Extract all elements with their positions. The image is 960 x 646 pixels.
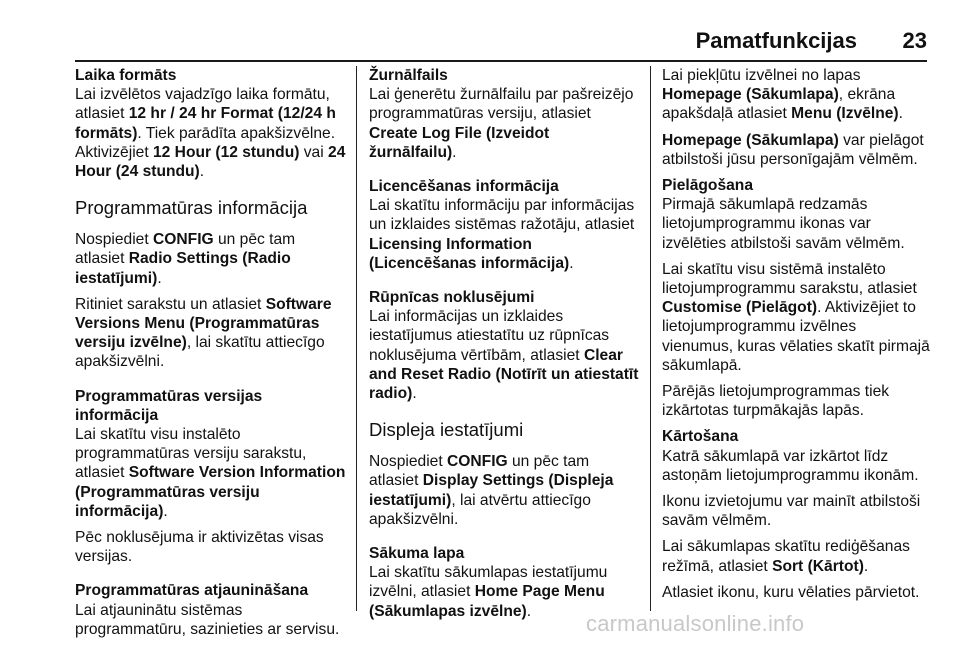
paragraph: Pirmajā sākumlapā redzamās lietojumprogrammu ikonas var izvēlēties atbilstoši savām vēlmēm. [662, 196, 905, 252]
paragraph: Nospiediet CONFIG un pēc tam atlasiet Radio Settings (Radio iestatījumi). [75, 231, 296, 287]
subheading-software-update: Programmatūras atjaunināšana [75, 582, 309, 600]
page-header [75, 22, 927, 62]
paragraph: Atlasiet ikonu, kuru vēlaties pārvietot. [662, 583, 920, 601]
heading-display-settings: Displeja iestatījumi [369, 419, 524, 441]
paragraph: Nospiediet CONFIG un pēc tam atlasiet Display Settings (Displeja iestatījumi), lai atvērtu attiecīgo apakšizvēlni. [369, 453, 614, 528]
paragraph: Lai skatītu informāciju par informācijas un izklaides sistēmas ražotāju, atlasiet Licensing Information (Licencēšanas informācija). [369, 197, 635, 272]
subheading-factory-defaults: Rūpnīcas noklusējumi [369, 289, 535, 307]
paragraph: Lai ģenerētu žurnālfailu par pašreizējo programmatūras versiju, atlasiet Create Log File (Izveidot žurnālfailu). [369, 86, 634, 161]
subheading-log-file: Žurnālfails [369, 67, 448, 84]
section-title: Pamatfunkcijas [695, 28, 857, 53]
paragraph: Pārējās lietojumprogrammas tiek izkārtotas turpmākajās lapās. [662, 383, 890, 420]
paragraph: Lai atjauninātu sistēmas programmatūru, sazinieties ar servisu. [75, 601, 340, 638]
subheading-software-version: Programmatūras versijas informācija [75, 387, 263, 424]
paragraph: Lai skatītu visu sistēmā instalēto lietojumprogrammu sarakstu, atlasiet Customise (Pielāgot). Aktivizējiet to lietojumprogrammu izvēlnes vienumus, kuras vēlaties skatīt pirmajā sākumlapā. [662, 260, 930, 374]
text-column-3 [662, 66, 930, 609]
paragraph: Homepage (Sākumlapa) var pielāgot atbilstoši jūsu personīgajām vēlmēm. [662, 131, 924, 168]
paragraph: Lai skatītu sākumlapas iestatījumu izvēlni, atlasiet Home Page Menu (Sākumlapas izvēlne). [369, 564, 608, 620]
subheading-licensing: Licencēšanas informācija [369, 178, 559, 196]
paragraph: Lai piekļūtu izvēlnei no lapas Homepage (Sākumlapa), ekrāna apakšdaļā atlasiet Menu (Izvēlne). [662, 67, 903, 123]
paragraph: Ikonu izvietojumu var mainīt atbilstoši savām vēlmēm. [662, 493, 921, 530]
watermark: carmanualsonline.info [586, 611, 805, 636]
page-number: 23 [902, 28, 927, 53]
heading-software-info: Programmatūras informācija [75, 197, 308, 219]
header-rule [75, 60, 927, 62]
subheading-customise: Pielāgošana [662, 177, 754, 195]
paragraph: Lai skatītu visu instalēto programmatūras versiju sarakstu, atlasiet Software Version Information (Programmatūras versiju informācija). [75, 426, 346, 520]
paragraph: Lai informācijas un izklaides iestatījumus atiestatītu uz rūpnīcas noklusējuma vērtībām, atlasiet Clear and Reset Radio (Notīrīt un atiestatīt radio). [369, 308, 639, 403]
text-column-2 [369, 66, 641, 628]
subheading-sorting: Kārtošana [662, 428, 739, 446]
paragraph: Katrā sākumlapā var izkārtot līdz astoņām lietojumprogrammu ikonām. [662, 447, 919, 484]
paragraph: Lai sākumlapas skatītu rediģēšanas režīmā, atlasiet Sort (Kārtot). [662, 538, 910, 575]
subheading-home-page: Sākuma lapa [369, 545, 465, 563]
subheading-time-format: Laika formāts [75, 67, 177, 84]
paragraph: Lai izvēlētos vajadzīgo laika formātu, atlasiet 12 hr / 24 hr Format (12/24 h formāts). Tiek parādīta apakšizvēlne. Aktivizējiet 12 Hour (12 stundu) vai 24 Hour (24 stundu). [75, 86, 346, 181]
text-column-1 [75, 66, 347, 646]
column-divider [650, 66, 651, 611]
paragraph: Ritiniet sarakstu un atlasiet Software Versions Menu (Programmatūras versiju izvēlne), lai skatītu attiecīgo apakšizvēlni. [75, 295, 332, 371]
paragraph: Pēc noklusējuma ir aktivizētas visas versijas. [75, 529, 324, 566]
column-divider [356, 66, 357, 611]
